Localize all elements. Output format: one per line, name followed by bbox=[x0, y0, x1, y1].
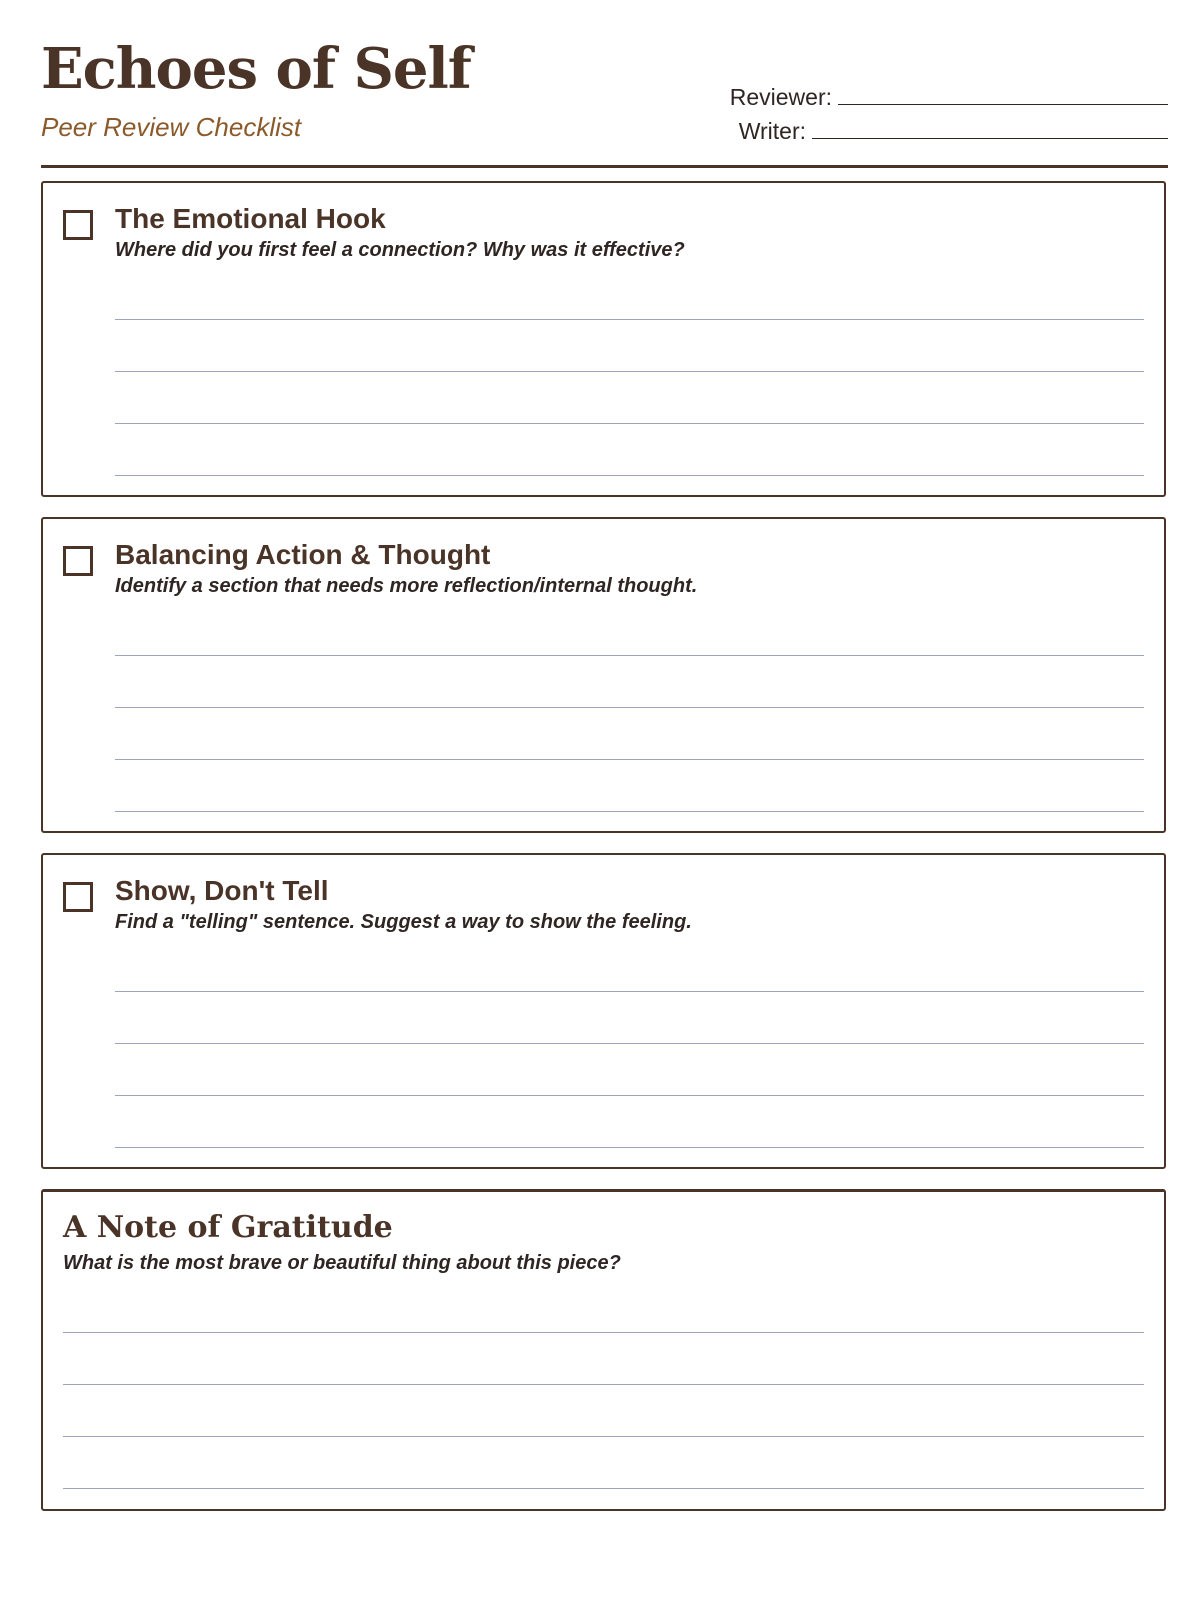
writing-line[interactable] bbox=[63, 1436, 1144, 1437]
checkbox[interactable] bbox=[63, 882, 93, 912]
writing-line[interactable] bbox=[63, 1384, 1144, 1385]
writing-lines[interactable] bbox=[115, 319, 1144, 476]
header bbox=[41, 0, 1168, 168]
writing-lines[interactable] bbox=[63, 1332, 1144, 1489]
writing-lines[interactable] bbox=[115, 655, 1144, 812]
writing-line[interactable] bbox=[115, 991, 1144, 992]
section-title: Show, Don't Tell bbox=[115, 875, 329, 906]
section-title: Balancing Action & Thought bbox=[115, 539, 491, 570]
page-title: Echoes of Self bbox=[41, 36, 471, 102]
reviewer-field[interactable] bbox=[838, 84, 1168, 105]
writing-line[interactable] bbox=[63, 1488, 1144, 1489]
writer-field[interactable] bbox=[812, 118, 1168, 139]
section-prompt: Find a "telling" sentence. Suggest a way to show the feeling. bbox=[115, 911, 692, 933]
writing-line[interactable] bbox=[115, 1043, 1144, 1044]
reviewer-row bbox=[730, 80, 1168, 114]
checkbox[interactable] bbox=[63, 546, 93, 576]
writer-label: Writer: bbox=[738, 118, 806, 144]
writing-line[interactable] bbox=[115, 655, 1144, 656]
writing-line[interactable] bbox=[115, 423, 1144, 424]
section-title: The Emotional Hook bbox=[115, 203, 386, 234]
checkbox[interactable] bbox=[63, 210, 93, 240]
section-gratitude bbox=[41, 1189, 1166, 1511]
writer-row bbox=[730, 114, 1168, 148]
writing-line[interactable] bbox=[115, 707, 1144, 708]
worksheet-page bbox=[41, 0, 1168, 1274]
section-prompt: Where did you first feel a connection? Why was it effective? bbox=[115, 239, 685, 261]
gratitude-prompt: What is the most brave or beautiful thing about this piece? bbox=[63, 1252, 621, 1274]
section-prompt: Identify a section that needs more reflection/internal thought. bbox=[115, 575, 698, 597]
section-emotional-hook bbox=[41, 181, 1166, 497]
writing-line[interactable] bbox=[115, 475, 1144, 476]
writing-line[interactable] bbox=[115, 1095, 1144, 1096]
section-show-dont-tell bbox=[41, 853, 1166, 1169]
writing-line[interactable] bbox=[115, 811, 1144, 812]
page-subtitle: Peer Review Checklist bbox=[41, 112, 302, 142]
writing-line[interactable] bbox=[115, 319, 1144, 320]
reviewer-label: Reviewer: bbox=[729, 84, 832, 110]
section-balancing-action bbox=[41, 517, 1166, 833]
writing-line[interactable] bbox=[115, 759, 1144, 760]
name-fields bbox=[730, 80, 1168, 148]
writing-line[interactable] bbox=[115, 371, 1144, 372]
writing-line[interactable] bbox=[115, 1147, 1144, 1148]
gratitude-title: A Note of Gratitude bbox=[63, 1210, 393, 1245]
writing-lines[interactable] bbox=[115, 991, 1144, 1148]
writing-line[interactable] bbox=[63, 1332, 1144, 1333]
